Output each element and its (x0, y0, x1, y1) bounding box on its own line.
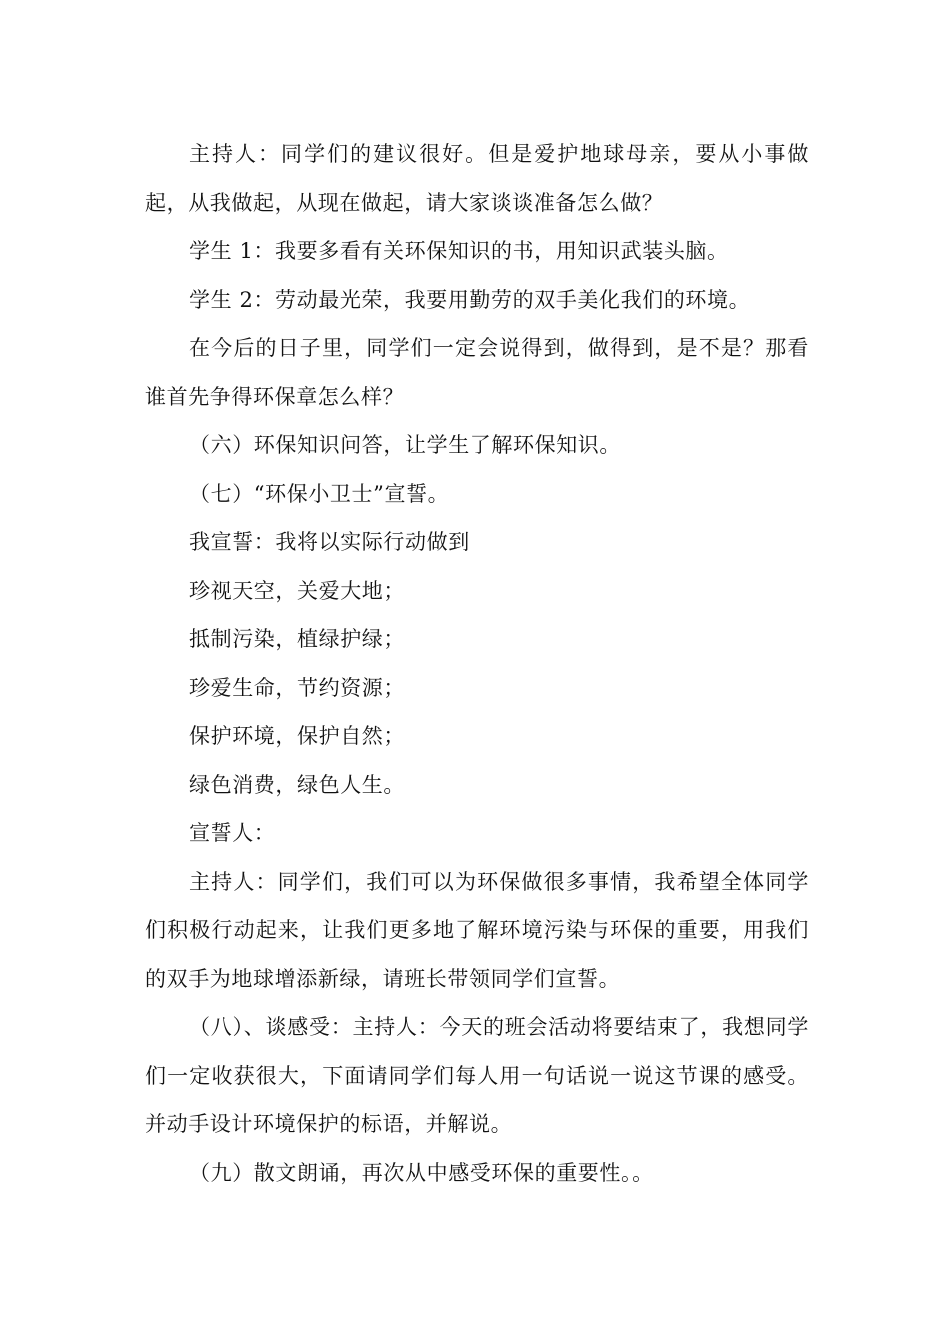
paragraph-section-9: （九）散文朗诵，再次从中感受环保的重要性。。 (189, 1160, 654, 1185)
paragraph-student-2: 学生 2：劳动最光荣，我要用勤劳的双手美化我们的环境。 (189, 287, 751, 312)
paragraph-oath-intro: 我宣誓：我将以实际行动做到 (189, 530, 470, 554)
paragraph-student-1: 学生 1：我要多看有关环保知识的书，用知识武装头脑。 (189, 239, 729, 263)
paragraph-host-oath: 主持人：同学们，我们可以为环保做很多事情，我希望全体同学们积极行动起来，让我们更多地了解环境污染与环保的重要，用我们的双手为地球增添新绿，请班长带领同学们宣誓。 (145, 869, 809, 991)
paragraph-section-8: （八）、谈感受：主持人：今天的班会活动将要结束了，我想同学们一定收获很大，下面请同学们每人用一句话说一说这节课的感受。并动手设计环境保护的标语，并解说。 (145, 1015, 809, 1136)
paragraph-section-7: （七）“环保小卫士”宣誓。 (189, 481, 450, 506)
document-body (145, 130, 809, 1197)
paragraph-oath-line-5: 绿色消费，绿色人生。 (189, 772, 405, 797)
paragraph-host-suggestion: 主持人：同学们的建议很好。但是爱护地球母亲，要从小事做起，从我做起，从现在做起，请大家谈谈准备怎么做？ (145, 142, 809, 215)
paragraph-oath-line-1: 珍视天空，关爱大地； (189, 578, 405, 603)
paragraph-section-6: （六）环保知识问答，让学生了解环保知识。 (189, 433, 621, 457)
paragraph-oath-line-2: 抵制污染，植绿护绿； (189, 627, 405, 651)
paragraph-oath-line-3: 珍爱生命，节约资源； (189, 675, 405, 700)
paragraph-oath-line-4: 保护环境，保护自然； (189, 724, 405, 748)
paragraph-future-days: 在今后的日子里，同学们一定会说得到，做得到，是不是？那看谁首先争得环保章怎么样？ (145, 336, 809, 409)
paragraph-oath-signer: 宣誓人： (189, 821, 276, 845)
